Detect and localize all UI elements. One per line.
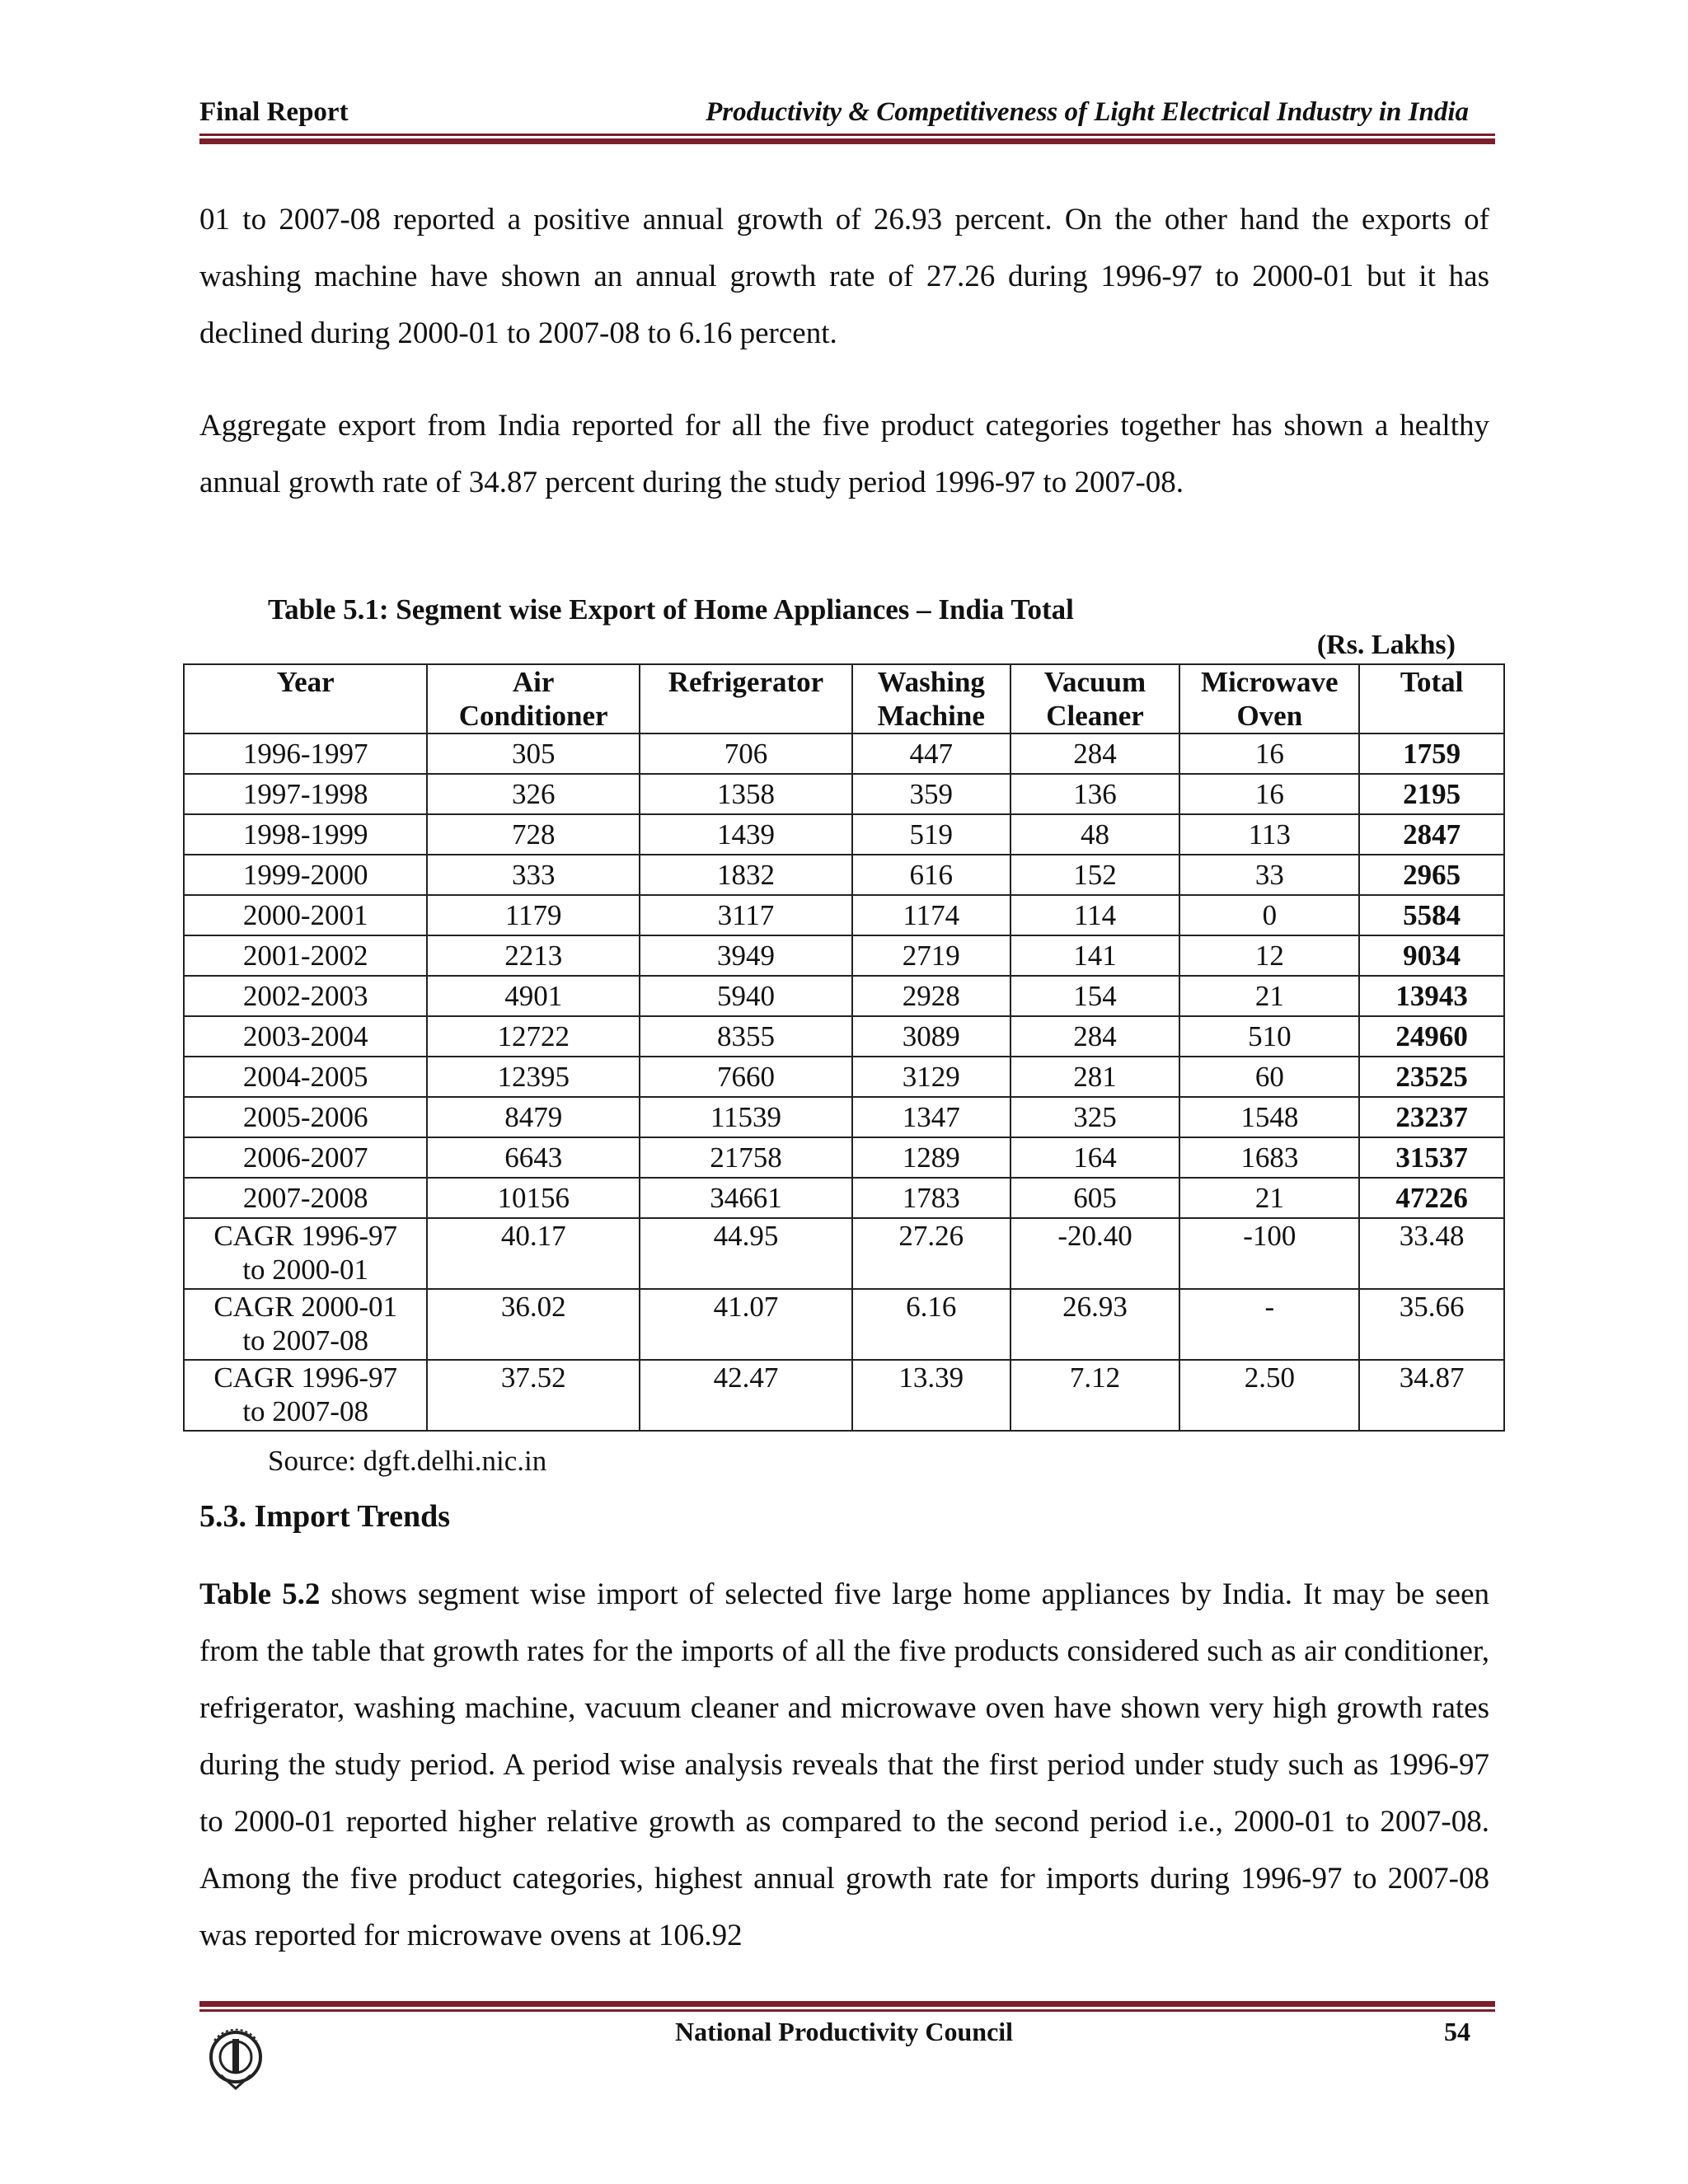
table-row [184,976,1504,1016]
cagr-period-text: to 2007-08 [242,1395,368,1427]
value-cell: 13.39 [852,1360,1010,1431]
value-cell: 48 [1010,814,1180,855]
value-cell: 12722 [427,1016,640,1057]
export-table-body [184,733,1504,1431]
value-cell: 44.95 [640,1218,852,1289]
column-header-text: Washing [877,666,985,698]
total-cell: 34.87 [1359,1360,1504,1431]
value-cell: 60 [1179,1057,1359,1097]
total-cell: 2847 [1359,814,1504,855]
value-cell: 284 [1010,1016,1180,1057]
table-source: Source: dgft.delhi.nic.in [268,1445,547,1477]
value-cell: 1548 [1179,1097,1359,1137]
column-header-text: Oven [1236,700,1303,732]
value-cell: 510 [1179,1016,1359,1057]
cagr-period-text: CAGR 2000-01 [213,1291,397,1323]
year-cell: 2001-2002 [184,935,427,976]
cagr-period-cell [184,1360,427,1431]
value-cell: 728 [427,814,640,855]
value-cell: 113 [1179,814,1359,855]
footer-rule-thick [199,2001,1495,2007]
total-cell: 23237 [1359,1097,1504,1137]
page-header [199,96,1492,134]
table-header-row [184,664,1504,733]
footer-rule-thin [199,2009,1495,2012]
year-cell: 1996-1997 [184,733,427,774]
total-cell: 47226 [1359,1178,1504,1218]
total-cell: 1759 [1359,733,1504,774]
value-cell: 2928 [852,976,1010,1016]
table-row [184,1016,1504,1057]
import-trends-text: shows segment wise import of selected five large home appliances by India. It may be seen from the table that growth rates for the imports of all the five products considered such as air conditioner, refrigerator, washing machine, vacuum cleaner and microwave oven have shown very high growth rates during the study period. A period wise analysis reveals that the first period under study such as 1996-97 to 2000-01 reported higher relative growth as compared to the second period i.e., 2000-01 to 2007-08. Among the five product categories, highest annual growth rate for imports during 1996-97 to 2007-08 was reported for microwave ovens at 106.92 [199,1577,1490,1952]
table-title: Table 5.1: Segment wise Export of Home Appliances – India Total [268,593,1074,626]
value-cell: 1832 [640,855,852,895]
value-cell: 6.16 [852,1289,1010,1360]
year-cell: 2000-2001 [184,895,427,935]
total-cell: 2965 [1359,855,1504,895]
value-cell: 1358 [640,774,852,814]
total-cell: 31537 [1359,1137,1504,1178]
table-row [184,733,1504,774]
value-cell: 16 [1179,774,1359,814]
value-cell: 3949 [640,935,852,976]
value-cell: 2213 [427,935,640,976]
year-cell: 2002-2003 [184,976,427,1016]
value-cell: 1179 [427,895,640,935]
value-cell: 8479 [427,1097,640,1137]
value-cell: 605 [1010,1178,1180,1218]
cagr-row [184,1289,1504,1360]
total-cell: 23525 [1359,1057,1504,1097]
value-cell: 447 [852,733,1010,774]
column-header [1010,664,1180,733]
cagr-row [184,1218,1504,1289]
value-cell: 2.50 [1179,1360,1359,1431]
column-header-text: Conditioner [458,700,608,732]
total-cell: 33.48 [1359,1218,1504,1289]
total-cell: 9034 [1359,935,1504,976]
value-cell: 1174 [852,895,1010,935]
value-cell: 0 [1179,895,1359,935]
cagr-period-cell [184,1289,427,1360]
table-reference: Table 5.2 [199,1577,321,1611]
value-cell: 21 [1179,976,1359,1016]
year-cell: 2006-2007 [184,1137,427,1178]
value-cell: 114 [1010,895,1180,935]
column-header [640,664,852,733]
value-cell: 305 [427,733,640,774]
value-cell: 4901 [427,976,640,1016]
total-cell: 2195 [1359,774,1504,814]
total-cell: 24960 [1359,1016,1504,1057]
value-cell: 325 [1010,1097,1180,1137]
value-cell: 281 [1010,1057,1180,1097]
value-cell: -20.40 [1010,1218,1180,1289]
header-rule-thin [199,134,1495,136]
value-cell: 164 [1010,1137,1180,1178]
table-row [184,1178,1504,1218]
table-unit: (Rs. Lakhs) [1316,630,1456,660]
value-cell: 706 [640,733,852,774]
value-cell: 11539 [640,1097,852,1137]
value-cell: 10156 [427,1178,640,1218]
table-row [184,774,1504,814]
column-header-text: Air [512,666,555,698]
value-cell: 12395 [427,1057,640,1097]
total-cell: 35.66 [1359,1289,1504,1360]
value-cell: 284 [1010,733,1180,774]
column-header-text: Total [1400,666,1464,698]
value-cell: 1347 [852,1097,1010,1137]
paragraph-aggregate-export: Aggregate export from India reported for all the five product categories together has shown a healthy annual growth rate of 34.87 percent during the study period 1996-97 to 2007-08. [199,409,1489,499]
value-cell: 36.02 [427,1289,640,1360]
value-cell: 1289 [852,1137,1010,1178]
value-cell: 136 [1010,774,1180,814]
value-cell: 21758 [640,1137,852,1178]
value-cell: 42.47 [640,1360,852,1431]
column-header [427,664,640,733]
column-header-text: Year [276,666,335,698]
paragraph-import-trends [199,1566,1489,1964]
header-report-label: Final Report [199,97,349,127]
year-cell: 2005-2006 [184,1097,427,1137]
page-number: 54 [1444,2017,1470,2046]
total-cell: 5584 [1359,895,1504,935]
value-cell: 1783 [852,1178,1010,1218]
column-header-text: Microwave [1201,666,1339,698]
value-cell: 12 [1179,935,1359,976]
year-cell: 2007-2008 [184,1178,427,1218]
value-cell: 33 [1179,855,1359,895]
value-cell: 3129 [852,1057,1010,1097]
value-cell: 3117 [640,895,852,935]
value-cell: - [1179,1289,1359,1360]
cagr-period-cell [184,1218,427,1289]
value-cell: 1683 [1179,1137,1359,1178]
value-cell: 8355 [640,1016,852,1057]
column-header [1179,664,1359,733]
column-header-text: Refrigerator [668,666,824,698]
value-cell: 152 [1010,855,1180,895]
value-cell: 34661 [640,1178,852,1218]
column-header [852,664,1010,733]
value-cell: 616 [852,855,1010,895]
table-row [184,1057,1504,1097]
value-cell: 27.26 [852,1218,1010,1289]
header-rule-thick [199,138,1495,144]
section-heading: 5.3. Import Trends [199,1499,451,1534]
value-cell: 141 [1010,935,1180,976]
column-header-text: Vacuum [1043,666,1146,698]
table-row [184,855,1504,895]
footer-organization: National Productivity Council [674,2017,1014,2046]
cagr-period-text: CAGR 1996-97 [213,1361,397,1394]
column-header [184,664,427,733]
cagr-period-text: CAGR 1996-97 [213,1220,397,1252]
value-cell: 5940 [640,976,852,1016]
table-row [184,1137,1504,1178]
value-cell: 7.12 [1010,1360,1180,1431]
export-table-head [184,664,1504,733]
value-cell: 21 [1179,1178,1359,1218]
value-cell: 41.07 [640,1289,852,1360]
year-cell: 2003-2004 [184,1016,427,1057]
header-report-title: Productivity & Competitiveness of Light Electrical Industry in India [706,97,1469,127]
cagr-period-text: to 2000-01 [242,1254,368,1286]
total-cell: 13943 [1359,976,1504,1016]
value-cell: 40.17 [427,1218,640,1289]
value-cell: 326 [427,774,640,814]
value-cell: 26.93 [1010,1289,1180,1360]
cagr-row [184,1360,1504,1431]
value-cell: 1439 [640,814,852,855]
year-cell: 1998-1999 [184,814,427,855]
column-header-text: Cleaner [1046,700,1144,732]
table-row [184,1097,1504,1137]
value-cell: 359 [852,774,1010,814]
value-cell: 333 [427,855,640,895]
table-row [184,814,1504,855]
value-cell: 16 [1179,733,1359,774]
value-cell: -100 [1179,1218,1359,1289]
value-cell: 6643 [427,1137,640,1178]
column-header-text: Machine [877,700,985,732]
year-cell: 1997-1998 [184,774,427,814]
export-table [183,663,1505,1432]
column-header [1359,664,1504,733]
value-cell: 154 [1010,976,1180,1016]
value-cell: 519 [852,814,1010,855]
value-cell: 37.52 [427,1360,640,1431]
value-cell: 7660 [640,1057,852,1097]
paragraph-export-washing-machine: 01 to 2007-08 reported a positive annual growth of 26.93 percent. On the other hand the exports of washing machine have shown an annual growth rate of 27.26 during 1996-97 to 2000-01 but it has declined during 2000-01 to 2007-08 to 6.16 percent. [199,203,1489,350]
table-row [184,895,1504,935]
year-cell: 2004-2005 [184,1057,427,1097]
cagr-period-text: to 2007-08 [242,1324,368,1357]
year-cell: 1999-2000 [184,855,427,895]
value-cell: 3089 [852,1016,1010,1057]
value-cell: 2719 [852,935,1010,976]
table-row [184,935,1504,976]
